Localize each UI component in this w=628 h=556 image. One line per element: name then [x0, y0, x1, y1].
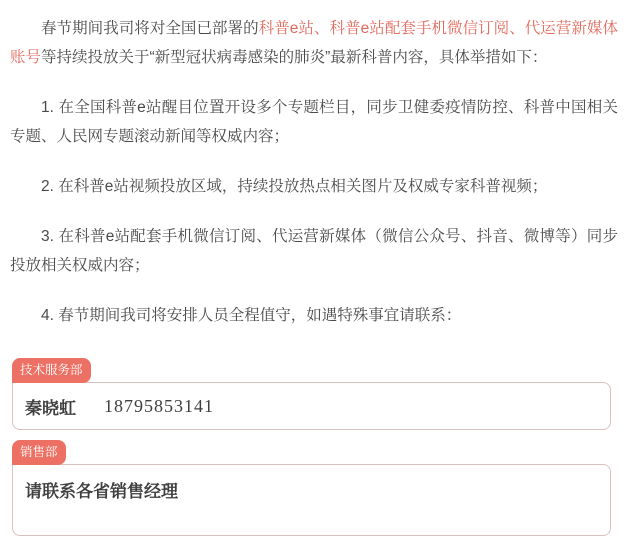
dept-box-sales	[12, 464, 611, 536]
intro-highlighted-text: 科普e站、科普e站配套手机微信订阅、代运营新媒体账号	[10, 20, 618, 66]
dept-section-tech	[12, 358, 611, 430]
dept-box-tech-service	[12, 382, 611, 430]
dept-section-sales	[12, 440, 611, 536]
intro-suffix: 等持续投放关于“新型冠状病毒感染的肺炎”最新科普内容，具体举措如下：	[41, 49, 548, 66]
dept-tab-tech-service: 技术服务部	[12, 358, 91, 383]
dept-tab-sales: 销售部	[12, 440, 66, 465]
list-item-3: 3. 在科普e站配套手机微信订阅、代运营新媒体（微信公众号、抖音、微博等）同步投放相关权威内容；	[10, 228, 618, 274]
sales-contact-note: 请联系各省销售经理	[25, 482, 178, 501]
contact-phone: 18795853141	[104, 395, 214, 416]
list-item-1: 1. 在全国科普e站醒目位置开设多个专题栏目，同步卫健委疫情防控、科普中国相关专题、人民网专题滚动新闻等权威内容；	[10, 99, 618, 145]
list-item-2: 2. 在科普e站视频投放区域，持续投放热点相关图片及权威专家科普视频；	[41, 178, 548, 195]
intro-prefix: 春节期间我司将对全国已部署的	[41, 20, 259, 37]
list-item-4: 4. 春节期间我司将安排人员全程值守，如遇特殊事宜请联系：	[41, 307, 462, 324]
intro-paragraph	[10, 14, 618, 72]
contact-name: 秦晓虹	[25, 398, 76, 418]
